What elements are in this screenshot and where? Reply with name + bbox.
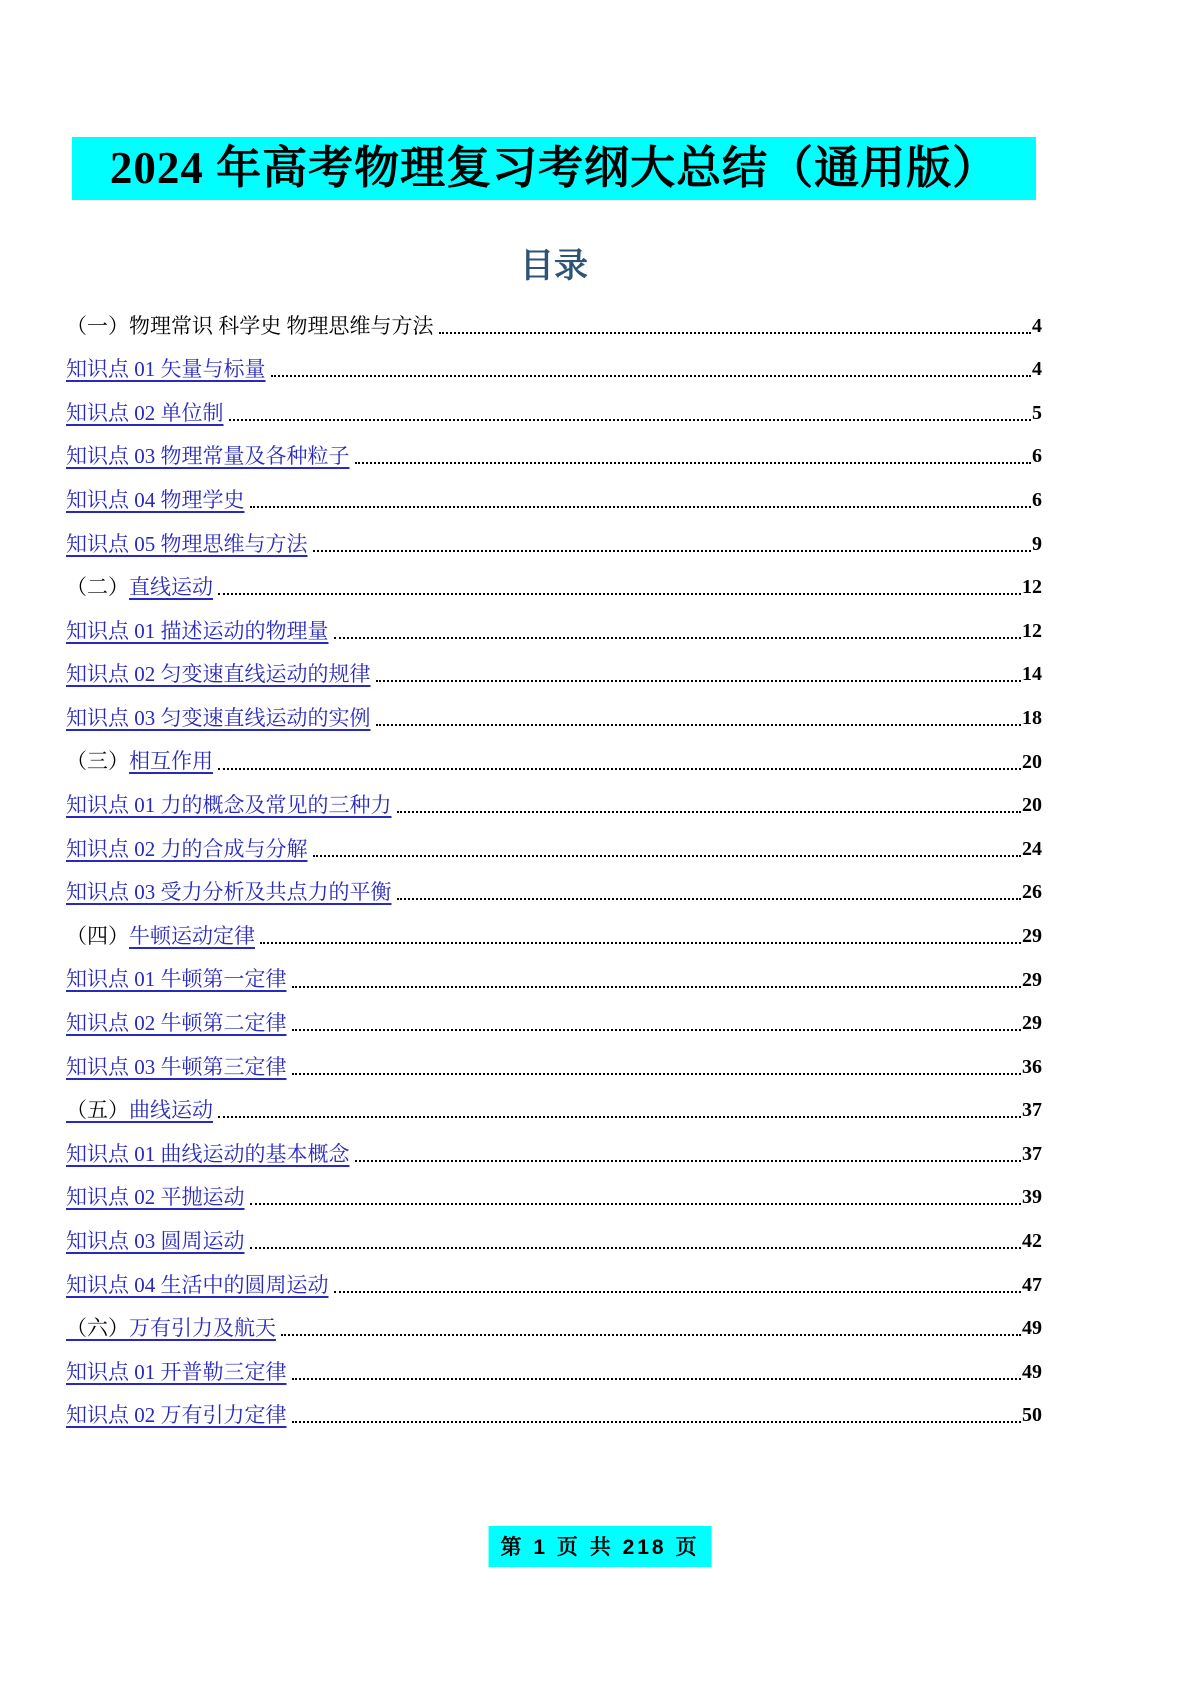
toc-entry — [66, 1087, 1042, 1131]
toc-page-number: 20 — [1022, 794, 1042, 817]
toc-entry-label: 物理常识 科学史 物理思维与方法 — [129, 313, 434, 338]
toc-page-number: 37 — [1022, 1142, 1042, 1165]
toc-entry — [66, 1261, 1042, 1305]
toc-entry — [66, 1130, 1042, 1174]
toc-dot-leader — [355, 1160, 1022, 1162]
toc-page-number: 12 — [1022, 576, 1042, 599]
toc-entry — [66, 782, 1042, 826]
toc-page-number: 14 — [1022, 663, 1042, 686]
toc-dot-leader — [281, 1334, 1021, 1336]
toc-list — [66, 302, 1042, 1435]
page-footer — [489, 1526, 712, 1567]
toc-entry-link[interactable]: 知识点 03 物理常量及各种粒子 — [66, 444, 350, 469]
toc-dot-leader — [292, 1073, 1022, 1075]
toc-entry — [66, 694, 1042, 738]
toc-page-number: 47 — [1022, 1273, 1042, 1296]
toc-entry-link[interactable]: 相互作用 — [129, 749, 213, 774]
toc-entry — [66, 476, 1042, 520]
toc-entry-link[interactable]: 牛顿运动定律 — [129, 923, 255, 948]
toc-entry — [66, 651, 1042, 695]
toc-entry — [66, 433, 1042, 477]
toc-page-number: 6 — [1032, 445, 1042, 468]
toc-dot-leader — [376, 680, 1022, 682]
toc-dot-leader — [376, 724, 1022, 726]
toc-page-number: 29 — [1022, 968, 1042, 991]
toc-entry-link[interactable]: 曲线运动 — [129, 1098, 213, 1123]
toc-heading: 目录 — [520, 248, 588, 285]
toc-page-number: 5 — [1032, 401, 1042, 424]
toc-dot-leader — [271, 375, 1032, 377]
toc-entry — [66, 738, 1042, 782]
toc-entry — [66, 956, 1042, 1000]
toc-dot-leader — [313, 855, 1022, 857]
toc-entry — [66, 389, 1042, 433]
toc-entry-link[interactable]: 知识点 02 平抛运动 — [66, 1185, 245, 1210]
toc-entry-link[interactable]: 知识点 04 生活中的圆周运动 — [66, 1272, 329, 1297]
toc-entry — [66, 1392, 1042, 1436]
toc-page-number: 39 — [1022, 1186, 1042, 1209]
toc-page-number: 4 — [1032, 358, 1042, 381]
toc-dot-leader — [397, 898, 1022, 900]
toc-page-number: 18 — [1022, 706, 1042, 729]
toc-entry-link[interactable]: 直线运动 — [129, 575, 213, 600]
toc-page-number: 9 — [1032, 532, 1042, 555]
toc-page-number: 42 — [1022, 1230, 1042, 1253]
toc-dot-leader — [334, 1291, 1022, 1293]
toc-dot-leader — [292, 986, 1022, 988]
toc-entry-link[interactable]: 知识点 02 单位制 — [66, 400, 224, 425]
toc-page-number: 50 — [1022, 1404, 1042, 1427]
toc-dot-leader — [250, 1203, 1022, 1205]
toc-entry — [66, 1217, 1042, 1261]
toc-page-number: 29 — [1022, 924, 1042, 947]
toc-dot-leader — [260, 942, 1021, 944]
toc-dot-leader — [218, 768, 1021, 770]
toc-entry-link[interactable]: 知识点 01 描述运动的物理量 — [66, 618, 329, 643]
toc-entry-prefix: （一） — [66, 313, 129, 338]
toc-page-number: 36 — [1022, 1055, 1042, 1078]
toc-page-number: 6 — [1032, 488, 1042, 511]
toc-entry-link[interactable]: 知识点 04 物理学史 — [66, 487, 245, 512]
document-title: 2024 年高考物理复习考纲大总结（通用版） — [72, 137, 1036, 200]
toc-entry-prefix: （五） — [66, 1098, 129, 1123]
toc-entry-link[interactable]: 知识点 02 匀变速直线运动的规律 — [66, 662, 371, 687]
toc-page-number: 20 — [1022, 750, 1042, 773]
toc-entry-link[interactable]: 知识点 01 力的概念及常见的三种力 — [66, 793, 392, 818]
toc-page-number: 49 — [1022, 1360, 1042, 1383]
toc-entry — [66, 912, 1042, 956]
toc-dot-leader — [292, 1421, 1022, 1423]
toc-page-number: 4 — [1032, 314, 1042, 337]
toc-entry-link[interactable]: 知识点 03 匀变速直线运动的实例 — [66, 705, 371, 730]
toc-dot-leader — [355, 462, 1032, 464]
toc-entry — [66, 346, 1042, 390]
toc-entry-link[interactable]: 知识点 01 矢量与标量 — [66, 357, 266, 382]
toc-dot-leader — [292, 1029, 1022, 1031]
toc-entry-prefix: （六） — [66, 1316, 129, 1341]
toc-dot-leader — [218, 1116, 1021, 1118]
toc-entry-link[interactable]: 知识点 03 牛顿第三定律 — [66, 1054, 287, 1079]
toc-entry-link[interactable]: 知识点 03 受力分析及共点力的平衡 — [66, 880, 392, 905]
page-number-badge: 第 1 页 共 218 页 — [489, 1526, 712, 1567]
toc-entry — [66, 520, 1042, 564]
toc-dot-leader — [292, 1378, 1022, 1380]
toc-entry-link[interactable]: 知识点 02 牛顿第二定律 — [66, 1011, 287, 1036]
toc-entry-prefix: （四） — [66, 923, 129, 948]
toc-page-number: 24 — [1022, 837, 1042, 860]
toc-page-number: 37 — [1022, 1099, 1042, 1122]
toc-dot-leader — [313, 550, 1032, 552]
toc-page-number: 49 — [1022, 1317, 1042, 1340]
toc-dot-leader — [439, 332, 1032, 334]
toc-entry — [66, 564, 1042, 608]
toc-entry-link[interactable]: 知识点 02 力的合成与分解 — [66, 836, 308, 861]
toc-entry — [66, 1000, 1042, 1044]
toc-entry-link[interactable]: 知识点 01 牛顿第一定律 — [66, 967, 287, 992]
toc-entry — [66, 825, 1042, 869]
toc-entry-prefix: （三） — [66, 749, 129, 774]
toc-entry — [66, 302, 1042, 346]
toc-entry — [66, 1348, 1042, 1392]
toc-entry-link[interactable]: 知识点 05 物理思维与方法 — [66, 531, 308, 556]
toc-entry-link[interactable]: 知识点 01 曲线运动的基本概念 — [66, 1141, 350, 1166]
toc-page-number: 26 — [1022, 881, 1042, 904]
toc-entry-link[interactable]: 知识点 02 万有引力定律 — [66, 1403, 287, 1428]
toc-page-number: 29 — [1022, 1012, 1042, 1035]
toc-page-number: 12 — [1022, 619, 1042, 642]
toc-entry — [66, 1043, 1042, 1087]
toc-entry — [66, 607, 1042, 651]
toc-dot-leader — [397, 811, 1022, 813]
toc-dot-leader — [250, 506, 1032, 508]
toc-entry — [66, 869, 1042, 913]
toc-entry-link[interactable]: 知识点 01 开普勒三定律 — [66, 1359, 287, 1384]
toc-entry-link[interactable]: 万有引力及航天 — [129, 1316, 276, 1341]
toc-entry-link[interactable]: 知识点 03 圆周运动 — [66, 1229, 245, 1254]
toc-dot-leader — [334, 637, 1022, 639]
toc-entry-prefix: （二） — [66, 575, 129, 600]
toc-dot-leader — [250, 1247, 1022, 1249]
toc-entry — [66, 1305, 1042, 1349]
toc-dot-leader — [229, 419, 1032, 421]
toc-entry — [66, 1174, 1042, 1218]
toc-dot-leader — [218, 593, 1021, 595]
